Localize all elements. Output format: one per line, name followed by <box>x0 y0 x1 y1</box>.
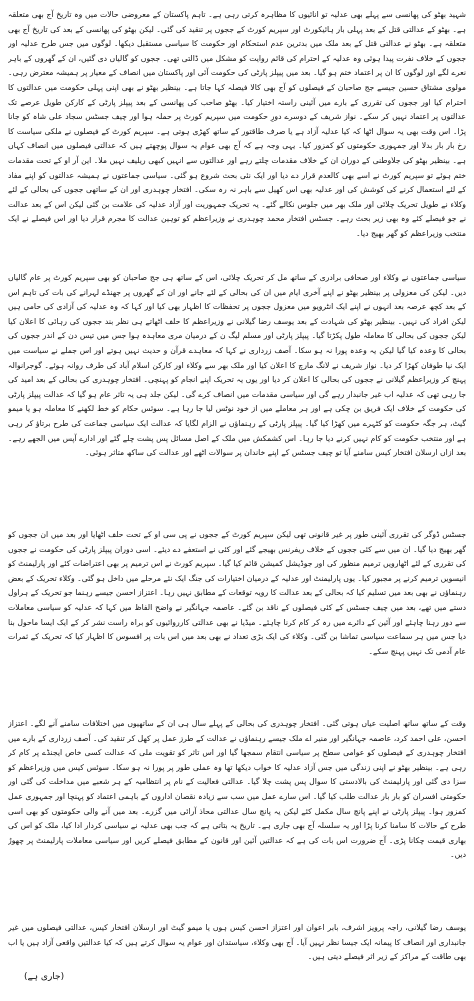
article-paragraph-3: جسٹس ڈوگر کی تقرری آئینی طور پر غیر قانونی تھی لیکن سپریم کورٹ کے ججوں نے پی سی او کے تحت حلف اٹھایا اور بعد میں ان ججوں کو گھر بھیج دیا گیا۔ ان میں سے کئی ججوں کے خلاف ریفرنس بھیجے گئے اور کئی نے استعفے دے دیئے۔ اسی دوران پیپلز پارٹی کی حکومت نے ججوں کی تقرری کے لئے اٹھارویں ترمیم منظور کی اور جوڈیشل کمیشن قائم کیا گیا۔ سپریم کورٹ نے اس ترمیم پر بھی اعتراضات کئے اور پارلیمنٹ کو انیسویں ترمیم کرنے پر مجبور کیا۔ یوں پارلیمنٹ اور عدلیہ کے درمیان اختیارات کی جنگ ایک نئے مرحلے میں داخل ہو گئی۔ وکلاء تحریک کے بعض رہنماؤں نے بھی بعد میں تسلیم کیا کہ بحالی کے بعد عدالت کا رویہ توقعات کے مطابق نہیں رہا۔ اعتزاز احسن جیسے رہنما جو تحریک کے ہراول دستے میں تھے، بعد میں چیف جسٹس کے کئی فیصلوں کے ناقد بن گئے۔ عاصمہ جہانگیر نے واضح الفاظ میں کہا کہ عدلیہ کو سیاسی معاملات سے دور رہنا چاہئے اور آئین کے دائرے میں رہ کر کام کرنا چاہئے۔ میڈیا نے بھی عدالتی کارروائیوں کو براہ راست نشر کر کے ایک ایسا ماحول بنا دیا جس میں ہر سماعت سیاسی تماشا بن گئی۔ وکلاء کی ایک بڑی تعداد نے بھی بعد میں اس بات پر افسوس کا اظہار کیا کہ تحریک کے ثمرات عام آدمی تک نہیں پہنچ سکے۔ <box>8 530 466 656</box>
article-paragraph-2: سیاسی جماعتوں نے وکلاء اور صحافی برادری کے ساتھ مل کر تحریک چلائی، اس کے ساتھ ہی جج صاحبان کو بھی سپریم کورٹ پر عام گالیاں دیں۔ لیکن کی معزولی پر بینظیر بھٹو نے اپنے آخری ایام میں ان کی بحالی کے لئے جانے اور ان کے گھروں پر جھنڈے لہرانے کی بات کی تاہم اس کے بعد کچھ عرصہ بعد انہوں نے اپنے ایک انٹرویو میں معزول ججوں پر تحفظات کا اظہار بھی کیا اور کہا کہ وہ عدلیہ کی آزادی کی حامی ہیں لیکن افراد کی نہیں۔ بینظیر بھٹو کی شہادت کے بعد یوسف رضا گیلانی نے وزیراعظم کا حلف اٹھاتے ہی نظر بند ججوں کی رہائی کا اعلان کیا لیکن ججوں کی بحالی کا معاملہ طول پکڑتا گیا۔ پیپلز پارٹی اور مسلم لیگ ن کے درمیان مری معاہدہ ہوا جس میں تیس دن کے اندر ججوں کی بحالی کا وعدہ کیا گیا لیکن یہ وعدہ پورا نہ ہو سکا۔ آصف زرداری نے کہا کہ معاہدے قرآن و حدیث نہیں ہوتے اور اس جملے نے سیاست میں ایک نیا طوفان کھڑا کر دیا۔ نواز شریف نے لانگ مارچ کا اعلان کیا اور ملک بھر سے وکلاء اور کارکن اسلام آباد کی طرف روانہ ہوئے۔ گوجرانوالہ پہنچ کر وزیراعظم گیلانی نے ججوں کی بحالی کا اعلان کر دیا اور یوں یہ تحریک اپنے انجام کو پہنچی۔ افتخار چوہدری کی بحالی کے بعد امید کی جا رہی تھی کہ عدلیہ اب غیر جانبدار رہے گی اور سیاسی مقدمات میں انصاف کرے گی۔ لیکن جلد ہی یہ تاثر عام ہو گیا کہ عدالت پیپلز پارٹی کی حکومت کے خلاف ایک فریق بن چکی ہے اور ہر معاملے میں از خود نوٹس لیا جا رہا ہے۔ سوئس حکام کو خط لکھنے کا معاملہ ہو یا میمو گیٹ، ہر جگہ حکومت کو کٹہرے میں کھڑا کیا گیا۔ پیپلز پارٹی کے رہنماؤں نے الزام لگایا کہ عدالت ایک سیاسی جماعت کی طرح برتاؤ کر رہی ہے اور منتخب حکومت کو کام نہیں کرنے دیا جا رہا۔ اس کشمکش میں ملک کے اصل مسائل پس پشت چلے گئے اور ادارے آپس میں الجھے رہے۔ بعد ازاں ارسلان افتخار کیس سامنے آیا تو چیف جسٹس کے اپنے خاندان پر سوالات اٹھے اور عدالت کی ساکھ متاثر ہوئی۔ <box>8 273 466 458</box>
continued-note: (جاری ہے) <box>24 972 65 982</box>
article-paragraph-1: شہید بھٹو کی پھانسی سے پہلے بھی عدلیہ تو انائیوں کا مظاہرہ کرتی رہی ہے۔ تاہم پاکستان کے معروضی حالات میں وہ تاریخ آج بھی متعلقہ ہے۔ بھٹو کے عدالتی قتل کے بعد پہلی بار ہائیکورٹ اور سپریم کورٹ کے ججوں پر تنقید کی گئی۔ لیکن بھٹو کی پھانسی کے بعد کی تاریخ آج بھی متعلقہ ہے۔ بھٹو نے عدالتی قتل کے بعد ملک میں بدترین عدم استحکام اور حکومت کا سیاسی مستقبل دیکھا۔ لوگوں میں جس طرح عدلیہ اور ججوں کے خلاف نفرت پیدا ہوئی وہ عدلیہ کے احترام کی قائم روایت کو مشکل میں ڈالتی تھی۔ ججوں کو گالیاں دی گئیں، ان کے گھروں کے باہر نعرے لگے اور لوگوں کا ان پر اعتماد ختم ہو گیا۔ بعد میں پیپلز پارٹی کی حکومت آئی اور پاکستان میں انصاف کے معیار پر ہمیشہ معترض رہی۔ مولوی مشتاق حسین جیسے جج صاحبان کے فیصلوں کو آج بھی کالا فیصلہ کہا جاتا ہے۔ بینظیر بھٹو نے بھی اپنی پہلی حکومت میں عدالتوں کا احترام کیا اور ججوں کی تقرری کے بارے میں آئینی راستہ اختیار کیا۔ بھٹو صاحب کی پھانسی کے بعد پیپلز پارٹی کے کارکن طویل عرصے تک عدالتوں پر اعتماد نہیں کر سکے۔ نواز شریف کے دوسرے دورِ حکومت میں سپریم کورٹ پر حملہ ہوا اور چیف جسٹس سجاد علی شاہ کو جانا پڑا۔ اس وقت بھی یہ سوال اٹھا کہ کیا عدلیہ آزاد ہے یا صرف طاقتور کے ساتھ کھڑی ہوتی ہے۔ سپریم کورٹ کے فیصلوں نے ملکی سیاست کا رخ بار بار بدلا اور جمہوری حکومتوں کو کمزور کیا۔ یہی وجہ ہے کہ آج بھی عوام یہ سوال پوچھتے ہیں کہ عدالتی فیصلوں میں انصاف کہاں ہے۔ بینظیر بھٹو کی جلاوطنی کے دوران ان کے خلاف مقدمات چلتے رہے اور عدالتوں سے انہیں کبھی ریلیف نہیں ملا۔ این آر او کے تحت مقدمات ختم ہوئے تو سپریم کورٹ نے اسے بھی کالعدم قرار دے دیا اور ایک نئی بحث شروع ہو گئی۔ سیاسی جماعتوں نے ہمیشہ عدالتوں کو اپنے مفاد کے لئے استعمال کرنے کی کوشش کی اور عدلیہ بھی اس کھیل سے باہر نہ رہ سکی۔ افتخار چوہدری اور ان کے ساتھی ججوں کی بحالی کے لئے وکلاء نے طویل تحریک چلائی اور ملک بھر میں جلوس نکالے گئے۔ یہ تحریک جمہوریت اور آزاد عدلیہ کی علامت بن گئی لیکن اس کے بعد عدالت نے جو فیصلے کئے وہ بھی زیر بحث رہے۔ جسٹس افتخار محمد چوہدری نے وزیراعظم کو توہین عدالت کا مجرم قرار دیا اور اس فیصلے نے ایک منتخب وزیراعظم کو گھر بھیج دیا۔ <box>8 10 466 238</box>
article-paragraph-4: وقت کے ساتھ ساتھ اصلیت عیاں ہوتی گئی۔ افتخار چوہدری کی بحالی کے پہلے سال ہی ان کے ساتھیوں میں اختلافات سامنے آنے لگے۔ اعتزاز احسن، علی احمد کرد، عاصمہ جہانگیر اور منیر اے ملک جیسے رہنماؤں نے عدالت کے طرز عمل پر کھل کر تنقید کی۔ آصف زرداری کے بارے میں افتخار چوہدری کے فیصلوں کو عوامی سطح پر سیاسی انتقام سمجھا گیا اور اس تاثر کو تقویت ملی کہ عدالت کسی خاص ایجنڈے پر کام کر رہی ہے۔ بینظیر بھٹو نے اپنی زندگی میں جس آزاد عدلیہ کا خواب دیکھا تھا وہ عملی طور پر پورا نہ ہو سکا۔ سوئس کیس میں وزیراعظم کو سزا دی گئی اور پارلیمنٹ کی بالادستی کا سوال پس پشت چلا گیا۔ عدالتی فعالیت کے نام پر انتظامیہ کے ہر شعبے میں مداخلت کی گئی اور حکومتی افسران کو بار بار عدالت طلب کیا گیا۔ اس سارے عمل میں سب سے زیادہ نقصان اداروں کے باہمی اعتماد کو پہنچا اور جمہوری عمل کمزور ہوا۔ پیپلز پارٹی نے اپنے پانچ سال مکمل کئے لیکن یہ پانچ سال عدالتی محاذ آرائی میں گزرے۔ بعد میں آنے والی حکومتوں کو بھی اسی طرح کے حالات کا سامنا کرنا پڑا اور یہ سلسلہ آج بھی جاری ہے۔ تاریخ یہ بتاتی ہے کہ جب بھی عدلیہ نے سیاسی کردار ادا کیا، ملک کو اس کی بھاری قیمت چکانا پڑی۔ آج ضرورت اس بات کی ہے کہ عدالتیں آئین اور قانون کے مطابق فیصلے کریں اور سیاسی معاملات پارلیمنٹ پر چھوڑ دیں۔ <box>8 719 466 860</box>
article-paragraph-5: یوسف رضا گیلانی، راجہ پرویز اشرف، بابر اعوان اور اعتزاز احسن کیس ہوں یا میمو گیٹ اور ارسلان افتخار کیس، عدالتی فیصلوں میں غیر جانبداری اور انصاف کا پیمانہ ایک جیسا نظر نہیں آیا۔ آج بھی وکلاء، سیاستدان اور عوام یہ سوال کرتے ہیں کہ کیا عدالتیں واقعی آزاد ہیں یا اب بھی طاقت کے مراکز کے زیر اثر فیصلے دیتی ہیں۔ <box>8 923 466 962</box>
